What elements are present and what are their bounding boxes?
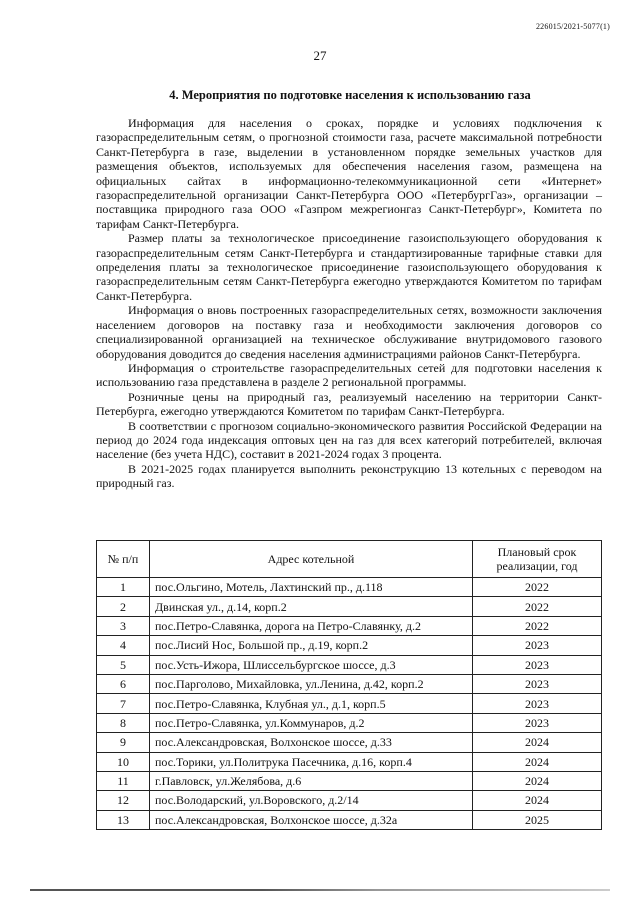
row-number: 13 (97, 810, 150, 829)
row-address: пос.Ольгино, Мотель, Лахтинский пр., д.118 (150, 578, 473, 597)
table-row (97, 674, 602, 693)
row-year: 2022 (473, 597, 602, 616)
table-row (97, 791, 602, 810)
row-year: 2023 (473, 674, 602, 693)
row-year: 2024 (473, 791, 602, 810)
paragraph-boiler-reconstruction: В 2021-2025 годах планируется выполнить реконструкцию 13 котельных с переводом на природный газ. (96, 461, 602, 491)
row-number: 12 (97, 791, 150, 810)
row-address: пос.Володарский, ул.Воровского, д.2/14 (150, 791, 473, 810)
row-year: 2025 (473, 810, 602, 829)
row-year: 2023 (473, 655, 602, 674)
row-year: 2023 (473, 694, 602, 713)
table-row (97, 713, 602, 732)
row-address: пос.Парголово, Михайловка, ул.Ленина, д.42, корп.2 (150, 674, 473, 693)
paragraph-new-networks: Информация о вновь построенных газораспределительных сетях, возможности заключения населением договоров на поставку газа и необходимости заключения договоров со специализированной организацией на техническое обслуживание внутридомового газового оборудования доводится до сведения населения администрациями районов Санкт-Петербурга. (96, 303, 602, 361)
table-row (97, 694, 602, 713)
body-text (96, 116, 602, 491)
row-number: 11 (97, 771, 150, 790)
scan-footer-line (30, 889, 610, 891)
row-number: 1 (97, 578, 150, 597)
row-year: 2024 (473, 752, 602, 771)
table-header-row (97, 541, 602, 578)
document-id: 226015/2021-5077(1) (535, 22, 610, 31)
row-year: 2024 (473, 771, 602, 790)
table-row (97, 597, 602, 616)
paragraph-retail-prices: Розничные цены на природный газ, реализуемый населению на территории Санкт-Петербурга, ежегодно утверждаются Комитетом по тарифам Санкт-Петербурга. (96, 389, 602, 419)
table-row (97, 636, 602, 655)
row-number: 5 (97, 655, 150, 674)
row-number: 3 (97, 616, 150, 635)
table-row (97, 771, 602, 790)
row-address: пос.Петро-Славянка, ул.Коммунаров, д.2 (150, 713, 473, 732)
row-year: 2024 (473, 733, 602, 752)
table-row (97, 578, 602, 597)
row-number: 9 (97, 733, 150, 752)
row-address: пос.Александровская, Волхонское шоссе, д.32а (150, 810, 473, 829)
table-row (97, 752, 602, 771)
paragraph-info-for-population: Информация для населения о сроках, порядке и условиях подключения к газораспределительным сетям, о прогнозной стоимости газа, расчете максимальной потребности Санкт-Петербурга в газе, выделении в установленном порядке земельных участков для размещения объектов, используемых для обеспечения населения газом, размещена на официальных сайтах в информационно-телекоммуникационной сети «Интернет» газораспределительной организации Санкт-Петербурга ООО «ПетербургГаз», организации – поставщика природного газа ООО «Газпром межрегионгаз Санкт-Петербург», Комитета по тарифам Санкт-Петербурга. (96, 116, 602, 231)
row-year: 2023 (473, 636, 602, 655)
row-address: г.Павловск, ул.Желябова, д.6 (150, 771, 473, 790)
row-year: 2022 (473, 578, 602, 597)
page-number: 27 (313, 48, 327, 63)
table-row (97, 616, 602, 635)
row-number: 6 (97, 674, 150, 693)
row-address: пос.Усть-Ижора, Шлиссельбургское шоссе, д.3 (150, 655, 473, 674)
header-planned-year: Плановый срок реализации, год (473, 541, 602, 578)
row-address: пос.Александровская, Волхонское шоссе, д.33 (150, 733, 473, 752)
header-address: Адрес котельной (150, 541, 473, 578)
table-row (97, 655, 602, 674)
row-address: Двинская ул., д.14, корп.2 (150, 597, 473, 616)
table-row (97, 733, 602, 752)
row-year: 2023 (473, 713, 602, 732)
row-year: 2022 (473, 616, 602, 635)
section-title: 4. Мероприятия по подготовке населения к использованию газа (169, 88, 531, 102)
row-number: 4 (97, 636, 150, 655)
row-address: пос.Петро-Славянка, Клубная ул., д.1, корп.5 (150, 694, 473, 713)
row-number: 2 (97, 597, 150, 616)
row-address: пос.Петро-Славянка, дорога на Петро-Славянку, д.2 (150, 616, 473, 635)
row-number: 10 (97, 752, 150, 771)
paragraph-price-indexation: В соответствии с прогнозом социально-экономического развития Российской Федерации на период до 2024 года индексация оптовых цен на газ для всех категорий потребителей, включая население (без учета НДС), составит в 2021-2024 годах 3 процента. (96, 418, 602, 462)
paragraph-construction-info: Информация о строительстве газораспределительных сетей для подготовки населения к использованию газа представлена в разделе 2 региональной программы. (96, 360, 602, 390)
header-number: № п/п (97, 541, 150, 578)
boiler-houses-table (96, 540, 602, 830)
row-address: пос.Лисий Нос, Большой пр., д.19, корп.2 (150, 636, 473, 655)
row-address: пос.Торики, ул.Политрука Пасечника, д.16, корп.4 (150, 752, 473, 771)
table-row (97, 810, 602, 829)
paragraph-connection-fee: Размер платы за технологическое присоединение газоиспользующего оборудования к газораспределительным сетям Санкт-Петербурга и стандартизированные тарифные ставки для определения платы за технологическое присоединение газоиспользующего оборудования к газораспределительным сетям Санкт-Петербурга ежегодно утверждаются Комитетом по тарифам Санкт-Петербурга. (96, 231, 602, 303)
row-number: 7 (97, 694, 150, 713)
row-number: 8 (97, 713, 150, 732)
